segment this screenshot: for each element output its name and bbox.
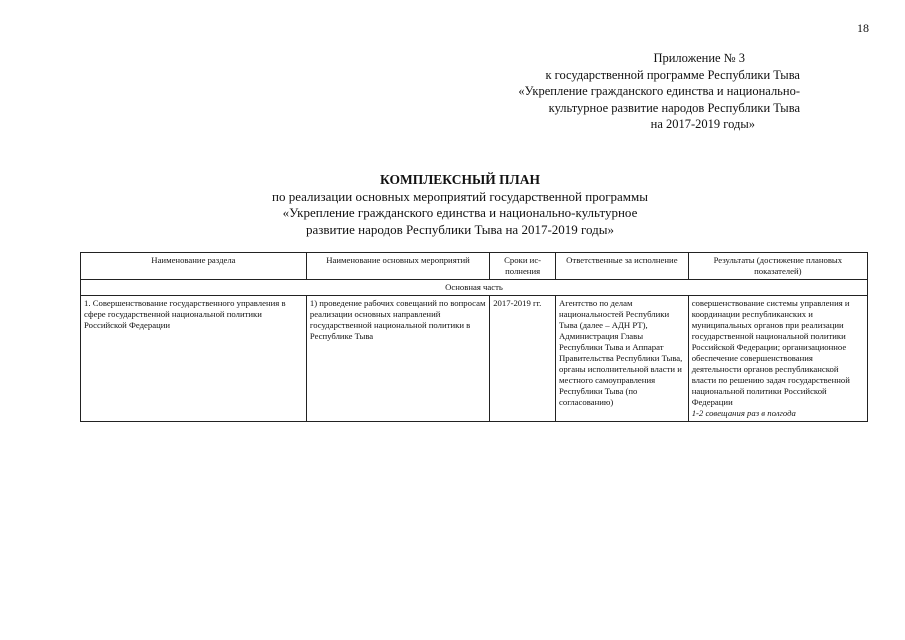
cell-activity: 1) проведение рабочих совещаний по вопросам реализации основных направлений государственной национальной политики в Республике Тыва xyxy=(306,296,489,422)
cell-section: 1. Совершенствование государственного управления в сфере государственной национальной политики Российской Федерации xyxy=(81,296,307,422)
heading-line: по реализации основных мероприятий государственной программы xyxy=(271,188,648,204)
heading-line: развитие народов Республики Тыва на 2017-2019 годы» xyxy=(305,221,615,237)
document-title: КОМПЛЕКСНЫЙ ПЛАН xyxy=(380,172,540,187)
column-header-period: Сроки ис- полнения xyxy=(490,253,556,280)
heading-line: «Укрепление гражданского единства и национально-культурное xyxy=(282,205,638,220)
cell-period: 2017-2019 гг. xyxy=(490,296,556,422)
appendix-block xyxy=(470,50,800,133)
appendix-line: «Укрепление гражданского единства и национально- xyxy=(518,84,800,98)
cell-result xyxy=(688,296,867,422)
column-header-responsible: Ответственные за исполнение xyxy=(556,253,689,280)
appendix-line: культурное развитие народов Республики Тыва xyxy=(548,100,800,115)
plan-table xyxy=(80,252,868,422)
table-header-row xyxy=(81,253,868,280)
result-indicator: 1-2 совещания раз в полгода xyxy=(691,408,796,418)
column-header-section: Наименование раздела xyxy=(81,253,307,280)
table-row xyxy=(81,296,868,422)
column-header-result: Результаты (достижение плановых показателей) xyxy=(688,253,867,280)
appendix-line: к государственной программе Республики Тыва xyxy=(545,67,800,82)
appendix-number: Приложение № 3 xyxy=(653,51,745,65)
section-row xyxy=(81,280,868,296)
document-heading xyxy=(200,172,720,238)
section-label: Основная часть xyxy=(81,280,868,296)
column-header-activity: Наименование основных мероприятий xyxy=(306,253,489,280)
result-text: совершенствование системы управления и координации республиканских и муниципальных органов при реализации государственной национальной политики Российской Федерации; организационное обеспечение совершенствования деятельности органов республиканской власти по решению задач государственной национальной политики Российской Федерации xyxy=(691,298,850,407)
appendix-line: на 2017-2019 годы» xyxy=(650,117,755,131)
cell-responsible: Агентство по делам национальностей Республики Тыва (далее – АДН РТ), Администрация Главы Республики Тыва и Аппарат Правительства Республики Тыва, органы исполнительной власти и местного самоуправления Республики Тыва (по согласованию) xyxy=(556,296,689,422)
page-number: 18 xyxy=(857,21,869,35)
